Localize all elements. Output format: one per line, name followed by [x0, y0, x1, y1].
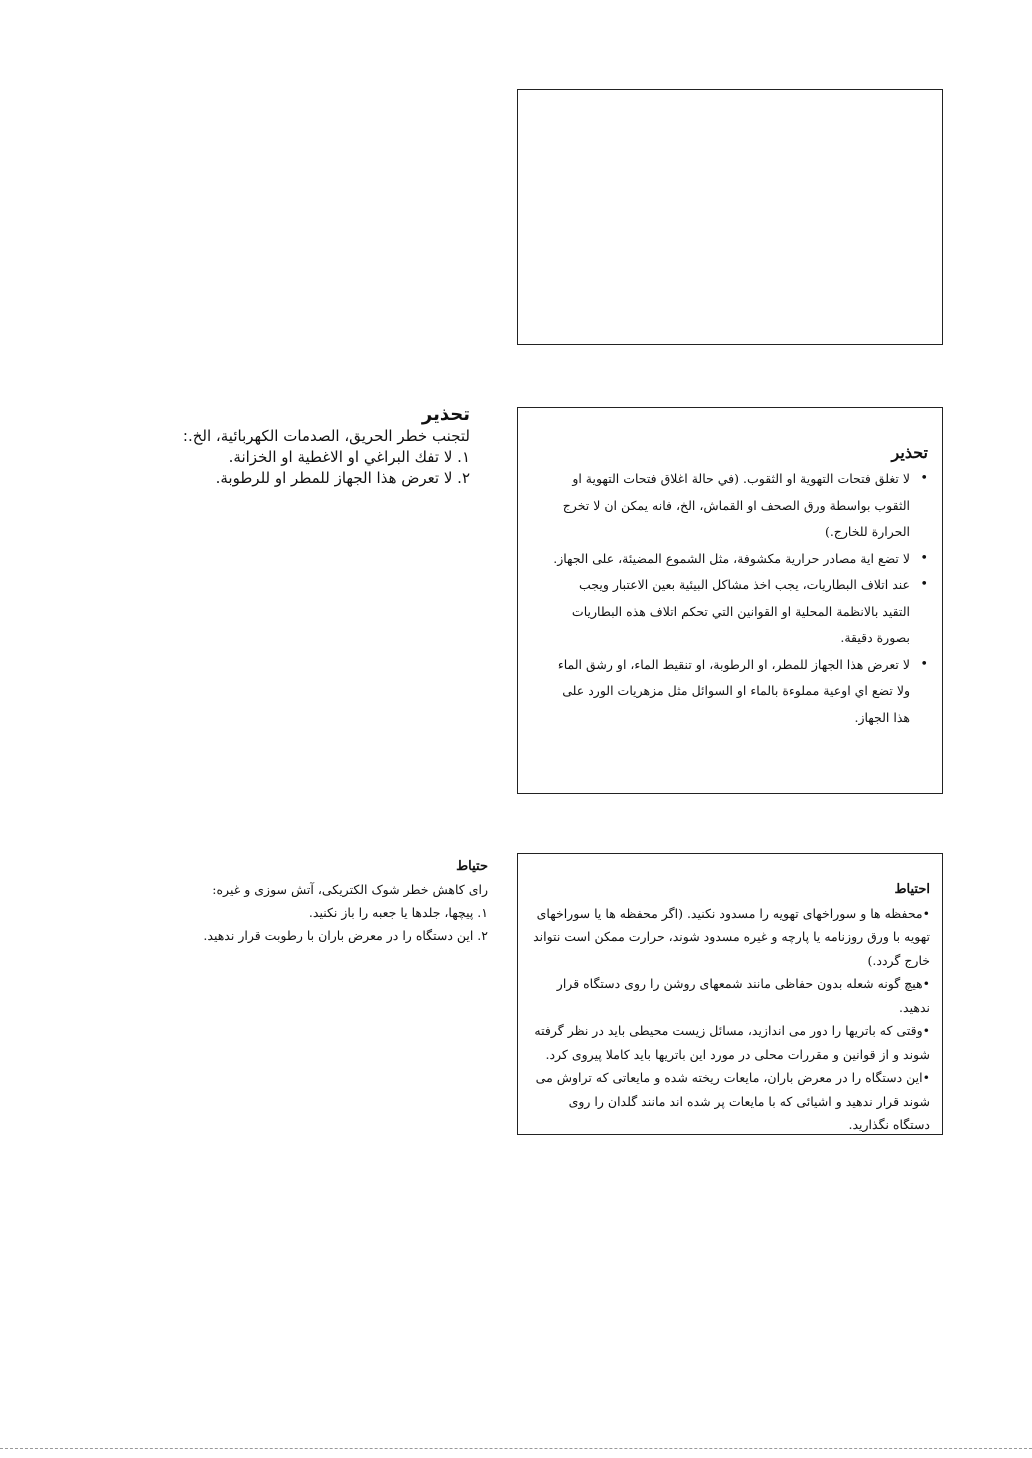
arabic-warning-box: [517, 407, 943, 794]
arabic-warning-left-item: ٢. لا تعرض هذا الجهاز للمطر او للرطوبة.: [215, 469, 470, 487]
arabic-warning-text: لا تعرض هذا الجهاز للمطر، او الرطوبة، او تنقيط الماء، او رشق الماء ولا تضع اي اوعية مملوءة بالماء او السوائل مثل مزهريات الورد على هذا الجهاز.: [557, 656, 910, 725]
bullet-icon: •: [920, 656, 928, 672]
bullet-icon: •: [920, 550, 928, 566]
arabic-warning-box-title: تحذير: [891, 443, 928, 462]
list-item: [548, 652, 928, 732]
persian-warning-box: [517, 853, 943, 1135]
persian-warning-left-intro: رای كاهش خطر شوک الكتريكی، آتش سوزی و غيره:: [212, 882, 488, 897]
list-item: [548, 546, 928, 573]
arabic-warning-text: عند اتلاف البطاريات، يجب اخذ مشاكل البيئية بعين الاعتبار ويجب التقيد بالانظمة المحلية او القوانين التي تحكم اتلاف هذه البطاريات بصورة دقيقة.: [571, 577, 910, 645]
arabic-warning-left: [100, 404, 470, 489]
persian-warning-left: [120, 855, 488, 947]
arabic-warning-text: لا تضع اية مصادر حرارية مكشوفة، مثل الشموع المضيئة، على الجهاز.: [553, 550, 910, 566]
arabic-warning-left-title: تحذير: [421, 404, 470, 425]
bullet-icon: •: [920, 471, 928, 486]
arabic-warning-left-intro: لتجنب خطر الحريق، الصدمات الكهربائية، الخ.:: [182, 427, 470, 445]
persian-warning-paragraph: •هيچ گونه شعله بدون حفاظی مانند شمعهای روشن را روی دستگاه قرار ندهيد.: [556, 976, 930, 1015]
list-item: [548, 572, 928, 652]
persian-warning-box-title: احتياط: [894, 882, 930, 897]
persian-warning-left-title: حتياط: [456, 859, 488, 874]
persian-warning-paragraph: •محفظه ها و سوراخهای تهويه را مسدود نكنيد. (اگر محفظه ها يا سوراخهای تهويه با ورق روزنامه يا پارچه و غيره مسدود شوند، حرارت ممكن است نتواند خارج گردد.): [533, 905, 930, 968]
list-item: [548, 466, 928, 546]
persian-warning-paragraph: •اين دستگاه را در معرض باران، مايعات ريخته شده و مايعاتی كه تراوش می شوند قرار ندهيد و اشيائی كه با مايعات پر شده اند مانند گلدان را روی دستگاه نگذاريد.: [535, 1070, 930, 1132]
empty-notice-box: [517, 89, 943, 345]
persian-warning-left-item: ٢. اين دستگاه را در معرض باران با رطوبت قرار ندهيد.: [203, 928, 488, 943]
persian-warning-left-item: ١. پيچها، جلدها يا جعبه را باز نكنيد.: [308, 905, 488, 920]
bullet-icon: •: [920, 577, 928, 592]
arabic-warning-list: [548, 466, 928, 731]
page-bottom-divider: [0, 1448, 1032, 1449]
persian-warning-paragraph: •وقتی كه باتريها را دور می اندازيد، مسائل زيست محيطی بايد در نظر گرفته شوند و از قوانين و مقررات محلی در مورد اين باتريها بايد كاملا پيروی كرد.: [534, 1023, 930, 1062]
arabic-warning-left-item: ١. لا تفك البراغي او الاغطية او الخزانة.: [228, 448, 470, 466]
arabic-warning-text: لا تغلق فتحات التهوية او الثقوب. (في حالة اغلاق فتحات التهوية او الثقوب بواسطة ورق الصحف او القماش، الخ، فانه يمكن ان لا تخرج الحرارة للخارج.): [562, 471, 910, 539]
